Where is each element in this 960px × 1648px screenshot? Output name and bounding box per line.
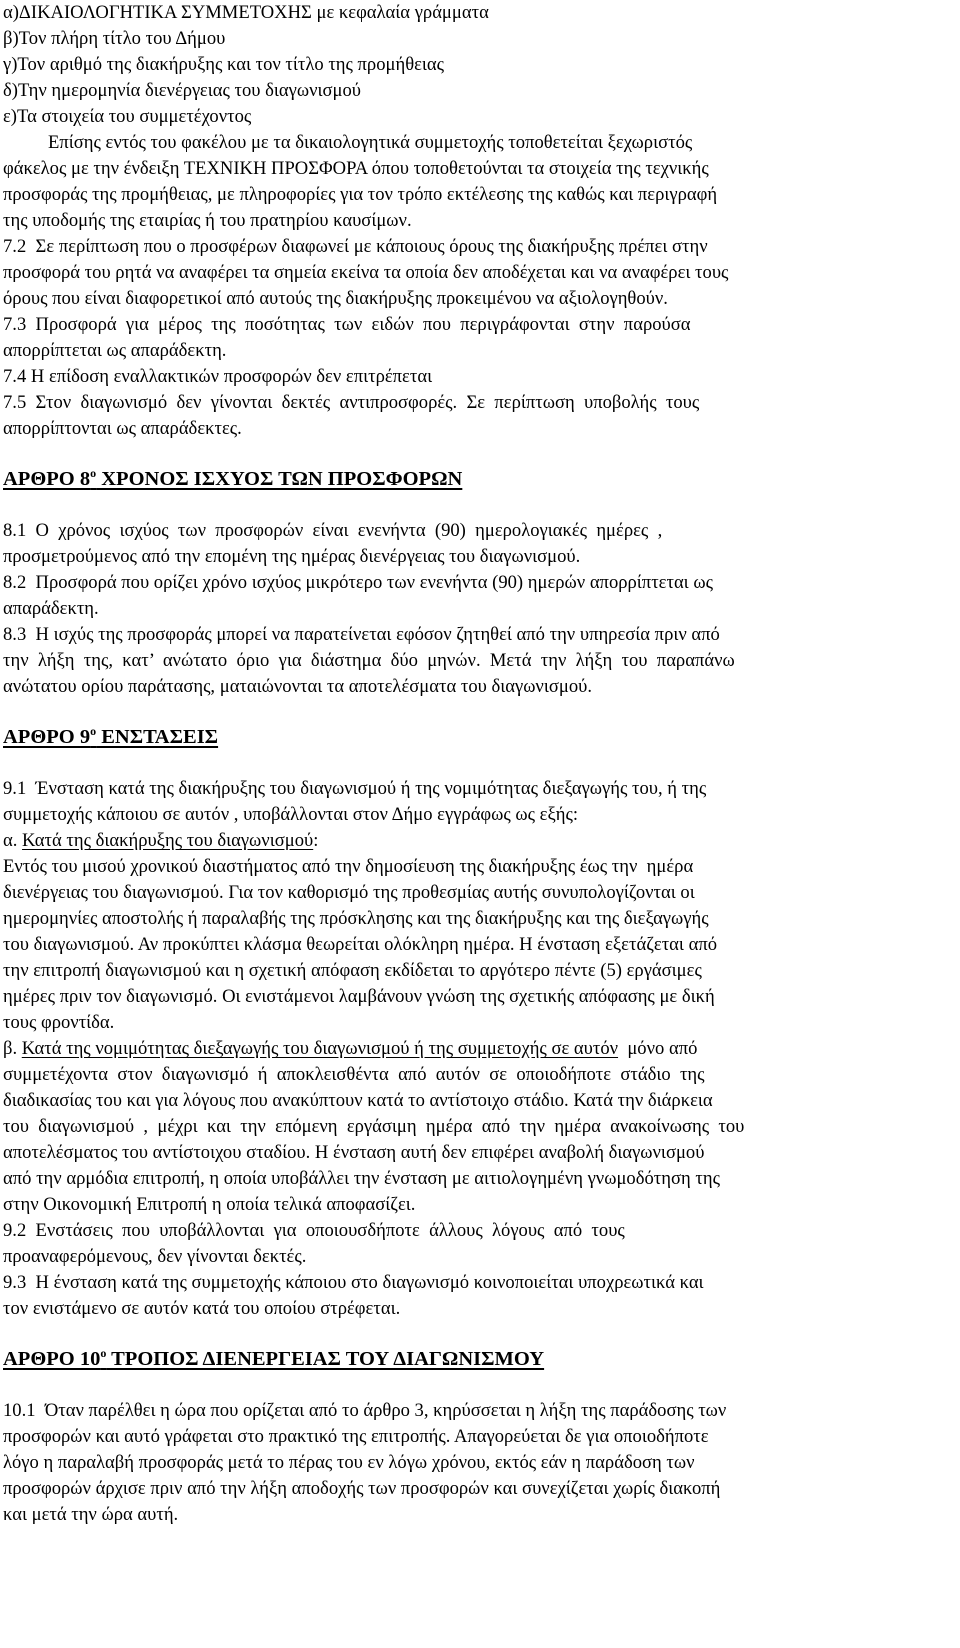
article-8-heading-sup: ο <box>90 466 97 481</box>
paragraph-10-1-line: λόγο η παραλαβή προσφοράς μετά το πέρας του εν λόγω χρόνου, εκτός εάν η παράδοση των <box>3 1452 695 1473</box>
paragraph-8-2-line: απαράδεκτη. <box>3 598 99 619</box>
paragraph-7-2-line: 7.2 Σε περίπτωση που ο προσφέρων διαφωνεί με κάποιους όρους της διακήρυξης πρέπει στην <box>3 236 708 257</box>
paragraph-8-3-line: 8.3 Η ισχύς της προσφοράς μπορεί να παρατείνεται εφόσον ζητηθεί από την υπηρεσία πριν από <box>3 624 720 645</box>
article-8-heading <box>3 465 462 493</box>
paragraph-9-3-line: 9.3 Η ένσταση κατά της συμμετοχής κάποιου στο διαγωνισμό κοινοποιείται υποχρεωτικά και <box>3 1272 704 1293</box>
list-item-a: α)ΔΙΚΑΙΟΛΟΓΗΤΙΚΑ ΣΥΜΜΕΤΟΧΗΣ με κεφαλαία γράμματα <box>3 2 489 23</box>
alpha-body-line: διενέργειας του διαγωνισμού. Για τον καθορισμό της προθεσμίας αυτής συνυπολογίζονται οι <box>3 882 695 903</box>
paragraph-8-2-line: 8.2 Προσφορά που ορίζει χρόνο ισχύος μικρότερο των ενενήντα (90) ημερών απορρίπτεται ως <box>3 572 713 593</box>
paragraph-7-3-line: 7.3 Προσφορά για μέρος της ποσότητας των ειδών που περιγράφονται στην παρούσα <box>3 314 691 335</box>
paragraph-9-1-line: 9.1 Ένσταση κατά της διακήρυξης του διαγωνισμού ή της νομιμότητας διεξαγωγής του, ή της <box>3 778 707 799</box>
article-8-heading-title: ΧΡΟΝΟΣ ΙΣΧΥΟΣ ΤΩΝ ΠΡΟΣΦΟΡΩΝ <box>96 468 463 490</box>
alpha-body-line: την επιτροπή διαγωνισμού και η σχετική απόφαση εκδίδεται το αργότερο πέντε (5) εργάσιμες <box>3 960 702 981</box>
tech-offer-line: της υποδομής της εταιρίας ή του πρατηρίου καυσίμων. <box>3 210 412 231</box>
paragraph-7-3-line: απορρίπτεται ως απαράδεκτη. <box>3 340 227 361</box>
paragraph-8-1-line: προσμετρούμενος από την επομένη της ημέρας διενέργειας του διαγωνισμού. <box>3 546 581 567</box>
tech-offer-line: προσφοράς της προμήθειας, με πληροφορίες για τον τρόπο εκτέλεσης της καθώς και περιγραφή <box>3 184 718 205</box>
paragraph-8-3-line: ανώτατου ορίου παράτασης, ματαιώνονται τα αποτελέσματα του διαγωνισμού. <box>3 676 592 697</box>
beta-body-line: συμμετέχοντα στον διαγωνισμό ή αποκλεισθέντα από αυτόν σε οποιοδήποτε στάδιο της <box>3 1064 705 1085</box>
alpha-body-line: του διαγωνισμού. Αν προκύπτει κλάσμα θεωρείται ολόκληρη ημέρα. Η ένσταση εξετάζεται από <box>3 934 717 955</box>
alpha-body-line: ημερομηνίες αποστολής ή παραλαβής της πρόσκλησης και της διακήρυξης και της διεξαγωγής <box>3 908 709 929</box>
beta-title: Κατά της νομιμότητας διεξαγωγής του διαγωνισμού ή της συμμετοχής σε αυτόν <box>21 1038 619 1059</box>
list-item-b: β)Τον πλήρη τίτλο του Δήμου <box>3 28 226 49</box>
paragraph-7-2-line: όρους που είναι διαφορετικοί από αυτούς της διακήρυξης προκειμένου να αξιολογηθούν. <box>3 288 668 309</box>
alpha-body-line: Εντός του μισού χρονικού διαστήματος από την δημοσίευση της διακήρυξης έως την ημέρα <box>3 856 694 877</box>
alpha-heading <box>3 828 318 854</box>
beta-heading <box>3 1036 697 1062</box>
article-9-heading-sup: ο <box>90 724 97 739</box>
alpha-colon: : <box>313 830 319 851</box>
tech-offer-line: φάκελος με την ένδειξη ΤΕΧΝΙΚΗ ΠΡΟΣΦΟΡΑ όπου τοποθετούνται τα στοιχεία της τεχνικής <box>3 158 709 179</box>
beta-body-line: του διαγωνισμού , μέχρι και την επόμενη εργάσιμη ημέρα από την ημέρα ανακοίνωσης του <box>3 1116 745 1137</box>
paragraph-8-3-line: την λήξη της, κατ’ ανώτατο όριο για διάστημα δύο μηνών. Μετά την λήξη του παραπάνω <box>3 650 735 671</box>
beta-body-line: στην Οικονομική Επιτροπή η οποία τελικά αποφασίζει. <box>3 1194 416 1215</box>
article-10-heading-sup: ο <box>100 1346 107 1361</box>
paragraph-9-2-line: προαναφερόμενους, δεν γίνονται δεκτές. <box>3 1246 307 1267</box>
beta-tail: μόνο από <box>618 1038 698 1059</box>
paragraph-8-1-line: 8.1 Ο χρόνος ισχύος των προσφορών είναι ενενήντα (90) ημερολογιακές ημέρες , <box>3 520 663 541</box>
paragraph-10-1-line: 10.1 Όταν παρέλθει η ώρα που ορίζεται από το άρθρο 3, κηρύσσεται η λήξη της παράδοσης των <box>3 1400 727 1421</box>
article-8-heading-prefix: ΑΡΘΡΟ 8 <box>3 468 91 490</box>
list-item-e: ε)Τα στοιχεία του συμμετέχοντος <box>3 106 252 127</box>
paragraph-7-5-line: 7.5 Στον διαγωνισμό δεν γίνονται δεκτές αντιπροσφορές. Σε περίπτωση υποβολής τους <box>3 392 700 413</box>
paragraph-7-2-line: προσφορά του ρητά να αναφέρει τα σημεία εκείνα τα οποία δεν αποδέχεται και να αναφέρει τους <box>3 262 729 283</box>
beta-body-line: από την αρμόδια επιτροπή, η οποία υποβάλλει την ένσταση με αιτιολογημένη γνωμοδότηση της <box>3 1168 720 1189</box>
paragraph-9-2-line: 9.2 Ενστάσεις που υποβάλλονται για οποιουσδήποτε άλλους λόγους από τους <box>3 1220 625 1241</box>
paragraph-9-1-line: συμμετοχής κάποιου σε αυτόν , υποβάλλονται στον Δήμο εγγράφως ως εξής: <box>3 804 579 825</box>
beta-body-line: αποτελέσματος του αντίστοιχου σταδίου. Η ένσταση αυτή δεν επιφέρει αναβολή διαγωνισμού <box>3 1142 705 1163</box>
article-9-heading <box>3 723 218 751</box>
alpha-title: Κατά της διακήρυξης του διαγωνισμού <box>22 830 314 851</box>
paragraph-9-3-line: τον ενιστάμενο σε αυτόν κατά του οποίου στρέφεται. <box>3 1298 401 1319</box>
paragraph-10-1-line: προσφορών και αυτό γράφεται στο πρακτικό της επιτροπής. Απαγορεύεται δε για οποιοδήποτε <box>3 1426 709 1447</box>
beta-body-line: διαδικασίας του και για λόγους που ανακύπτουν κατά το αντίστοιχο στάδιο. Κατά την διάρκεια <box>3 1090 713 1111</box>
paragraph-10-1-line: και μετά την ώρα αυτή. <box>3 1504 179 1525</box>
paragraph-7-4: 7.4 Η επίδοση εναλλακτικών προσφορών δεν επιτρέπεται <box>3 366 433 387</box>
tech-offer-line: Επίσης εντός του φακέλου με τα δικαιολογητικά συμμετοχής τοποθετείται ξεχωριστός <box>48 132 693 153</box>
list-item-c: γ)Τον αριθμό της διακήρυξης και τον τίτλο της προμήθειας <box>3 54 445 75</box>
article-10-heading-prefix: ΑΡΘΡΟ 10 <box>3 1348 101 1370</box>
paragraph-7-5-line: απορρίπτονται ως απαράδεκτες. <box>3 418 242 439</box>
paragraph-10-1-line: προσφορών άρχισε πριν από την λήξη αποδοχής των προσφορών και συνεχίζεται χωρίς διακοπή <box>3 1478 721 1499</box>
alpha-prefix: α. <box>3 830 23 851</box>
beta-prefix: β. <box>3 1038 22 1059</box>
alpha-body-line: ημέρες πριν τον διαγωνισμό. Οι ενιστάμενοι λαμβάνουν γνώση της σχετικής απόφασης με δική <box>3 986 715 1007</box>
alpha-body-line: τους φροντίδα. <box>3 1012 115 1033</box>
article-10-heading-title: ΤΡΟΠΟΣ ΔΙΕΝΕΡΓΕΙΑΣ ΤΟΥ ΔΙΑΓΩΝΙΣΜΟΥ <box>106 1348 545 1370</box>
article-9-heading-title: ΕΝΣΤΑΣΕΙΣ <box>96 726 219 748</box>
list-item-d: δ)Την ημερομηνία διενέργειας του διαγωνισμού <box>3 80 361 101</box>
article-9-heading-prefix: ΑΡΘΡΟ 9 <box>3 726 91 748</box>
article-10-heading <box>3 1345 544 1373</box>
